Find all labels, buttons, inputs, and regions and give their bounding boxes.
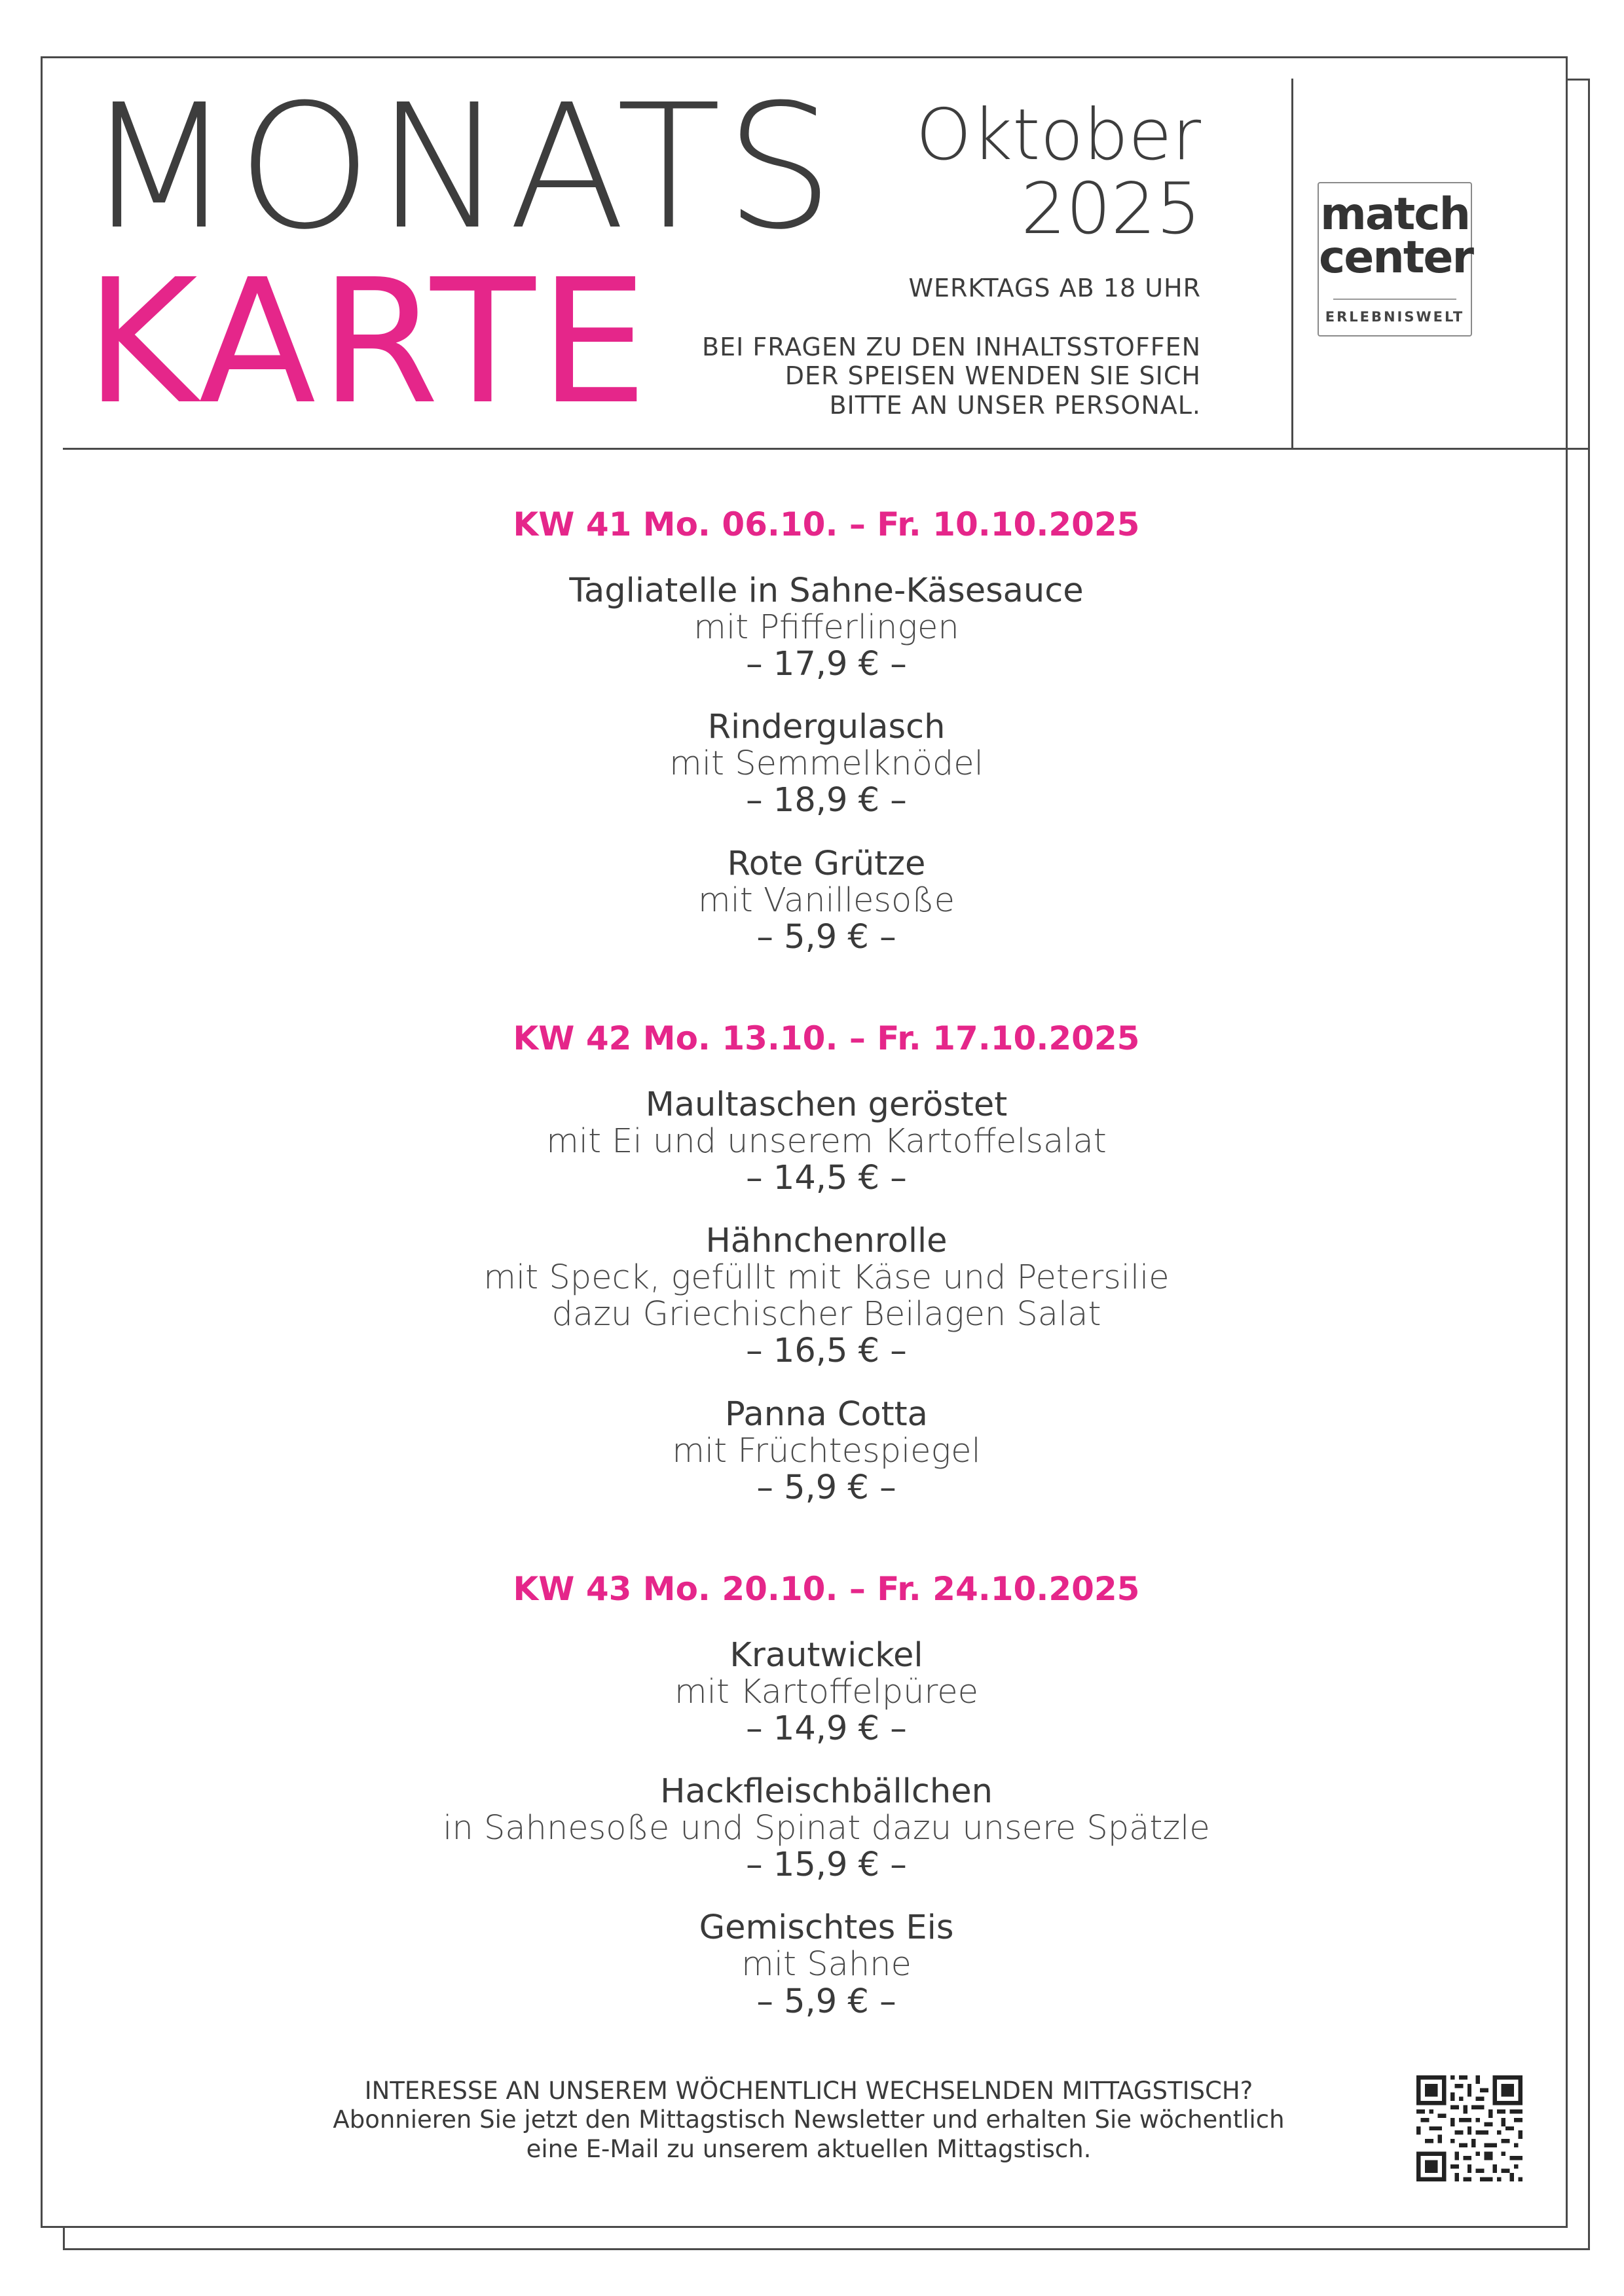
- week-section: [63, 505, 1590, 956]
- qr-code-icon[interactable]: [1416, 2075, 1522, 2181]
- month: Oktober: [915, 94, 1201, 176]
- menu-content: [63, 450, 1590, 2020]
- dish-price: – 17,9 € –: [746, 645, 907, 684]
- footer-line: INTERESSE AN UNSEREM WÖCHENTLICH WECHSELNDEN MITTAGSTISCH?: [364, 2077, 1253, 2105]
- dish: [63, 1774, 1590, 1884]
- logo-word-match: match: [1320, 189, 1469, 240]
- dish: [63, 1910, 1590, 2020]
- dish-description: mit Vanillesoße: [697, 881, 955, 920]
- allergen-notice: [702, 333, 1201, 420]
- logo-word-center: center: [1319, 232, 1473, 283]
- dish: [63, 846, 1590, 956]
- header-divider: [1291, 79, 1293, 448]
- dish: [63, 1637, 1590, 1747]
- dish-description: mit Ei und unserem Kartoffelsalat: [546, 1121, 1107, 1161]
- matchcenter-logo: [1318, 182, 1472, 337]
- dish-description: mit Kartoffelpüree: [674, 1672, 978, 1711]
- footer-line: Abonnieren Sie jetzt den Mittagstisch Newsletter und erhalten Sie wöchentlich: [333, 2105, 1285, 2134]
- dish-price: – 14,9 € –: [746, 1709, 907, 1748]
- dish: [63, 573, 1590, 683]
- dish-description: mit Sahne: [741, 1945, 912, 1984]
- week-section: [63, 1019, 1590, 1506]
- week-heading: KW 41 Mo. 06.10. – Fr. 10.10.2025: [513, 505, 1140, 543]
- dish-description: mit Früchtespiegel: [672, 1431, 981, 1470]
- week-heading: KW 43 Mo. 20.10. – Fr. 24.10.2025: [513, 1569, 1140, 1608]
- dish-price: – 5,9 € –: [756, 1982, 896, 2021]
- dish-description: mit Speck, gefüllt mit Käse und Petersilie: [483, 1258, 1170, 1298]
- dish-price: – 5,9 € –: [756, 1468, 896, 1507]
- newsletter-footer: [262, 2077, 1356, 2164]
- opening-hours: WERKTAGS AB 18 UHR: [908, 274, 1201, 302]
- notice-line: BEI FRAGEN ZU DEN INHALTSSTOFFEN: [702, 333, 1201, 361]
- dish-price: – 15,9 € –: [746, 1846, 907, 1885]
- dish-name: Gemischtes Eis: [699, 1908, 954, 1948]
- dish-name: Maultaschen geröstet: [645, 1085, 1008, 1124]
- title-monats: MONATS: [85, 67, 838, 267]
- dish-name: Rote Grütze: [727, 844, 926, 883]
- dish-name: Krautwickel: [729, 1635, 923, 1675]
- dish-name: Rindergulasch: [707, 708, 946, 747]
- logo-divider: [1333, 299, 1456, 300]
- dish-price: – 14,5 € –: [746, 1159, 907, 1198]
- dish: [63, 709, 1590, 819]
- week-heading: KW 42 Mo. 13.10. – Fr. 17.10.2025: [513, 1019, 1140, 1057]
- dish-name: Tagliatelle in Sahne-Käsesauce: [569, 572, 1084, 610]
- dish: [63, 1396, 1590, 1506]
- dish-description: mit Pfifferlingen: [693, 608, 959, 647]
- dish: [63, 1223, 1590, 1370]
- dish-description: in Sahnesoße und Spinat dazu unsere Spätzle: [443, 1809, 1210, 1848]
- week-section: [63, 1569, 1590, 2020]
- title-karte: KARTE: [85, 242, 652, 442]
- year: 2025: [1021, 168, 1201, 251]
- dish-description: mit Semmelknödel: [669, 744, 984, 784]
- footer-line: eine E-Mail zu unserem aktuellen Mittagstisch.: [526, 2134, 1092, 2163]
- notice-line: BITTE AN UNSER PERSONAL.: [829, 390, 1201, 420]
- dish-name: Hackfleischbällchen: [660, 1772, 993, 1812]
- dish-name: Panna Cotta: [725, 1394, 928, 1434]
- logo-subtitle: ERLEBNISWELT: [1325, 309, 1465, 325]
- dish-price: – 18,9 € –: [746, 781, 907, 820]
- dish-price: – 5,9 € –: [756, 917, 896, 957]
- dish-price: – 16,5 € –: [746, 1332, 907, 1371]
- dish-description: dazu Griechischer Beilagen Salat: [551, 1295, 1101, 1334]
- month-year: [915, 94, 1201, 251]
- dish-name: Hähnchenrolle: [705, 1222, 948, 1261]
- dish: [63, 1087, 1590, 1197]
- notice-line: DER SPEISEN WENDEN SIE SICH: [784, 361, 1201, 391]
